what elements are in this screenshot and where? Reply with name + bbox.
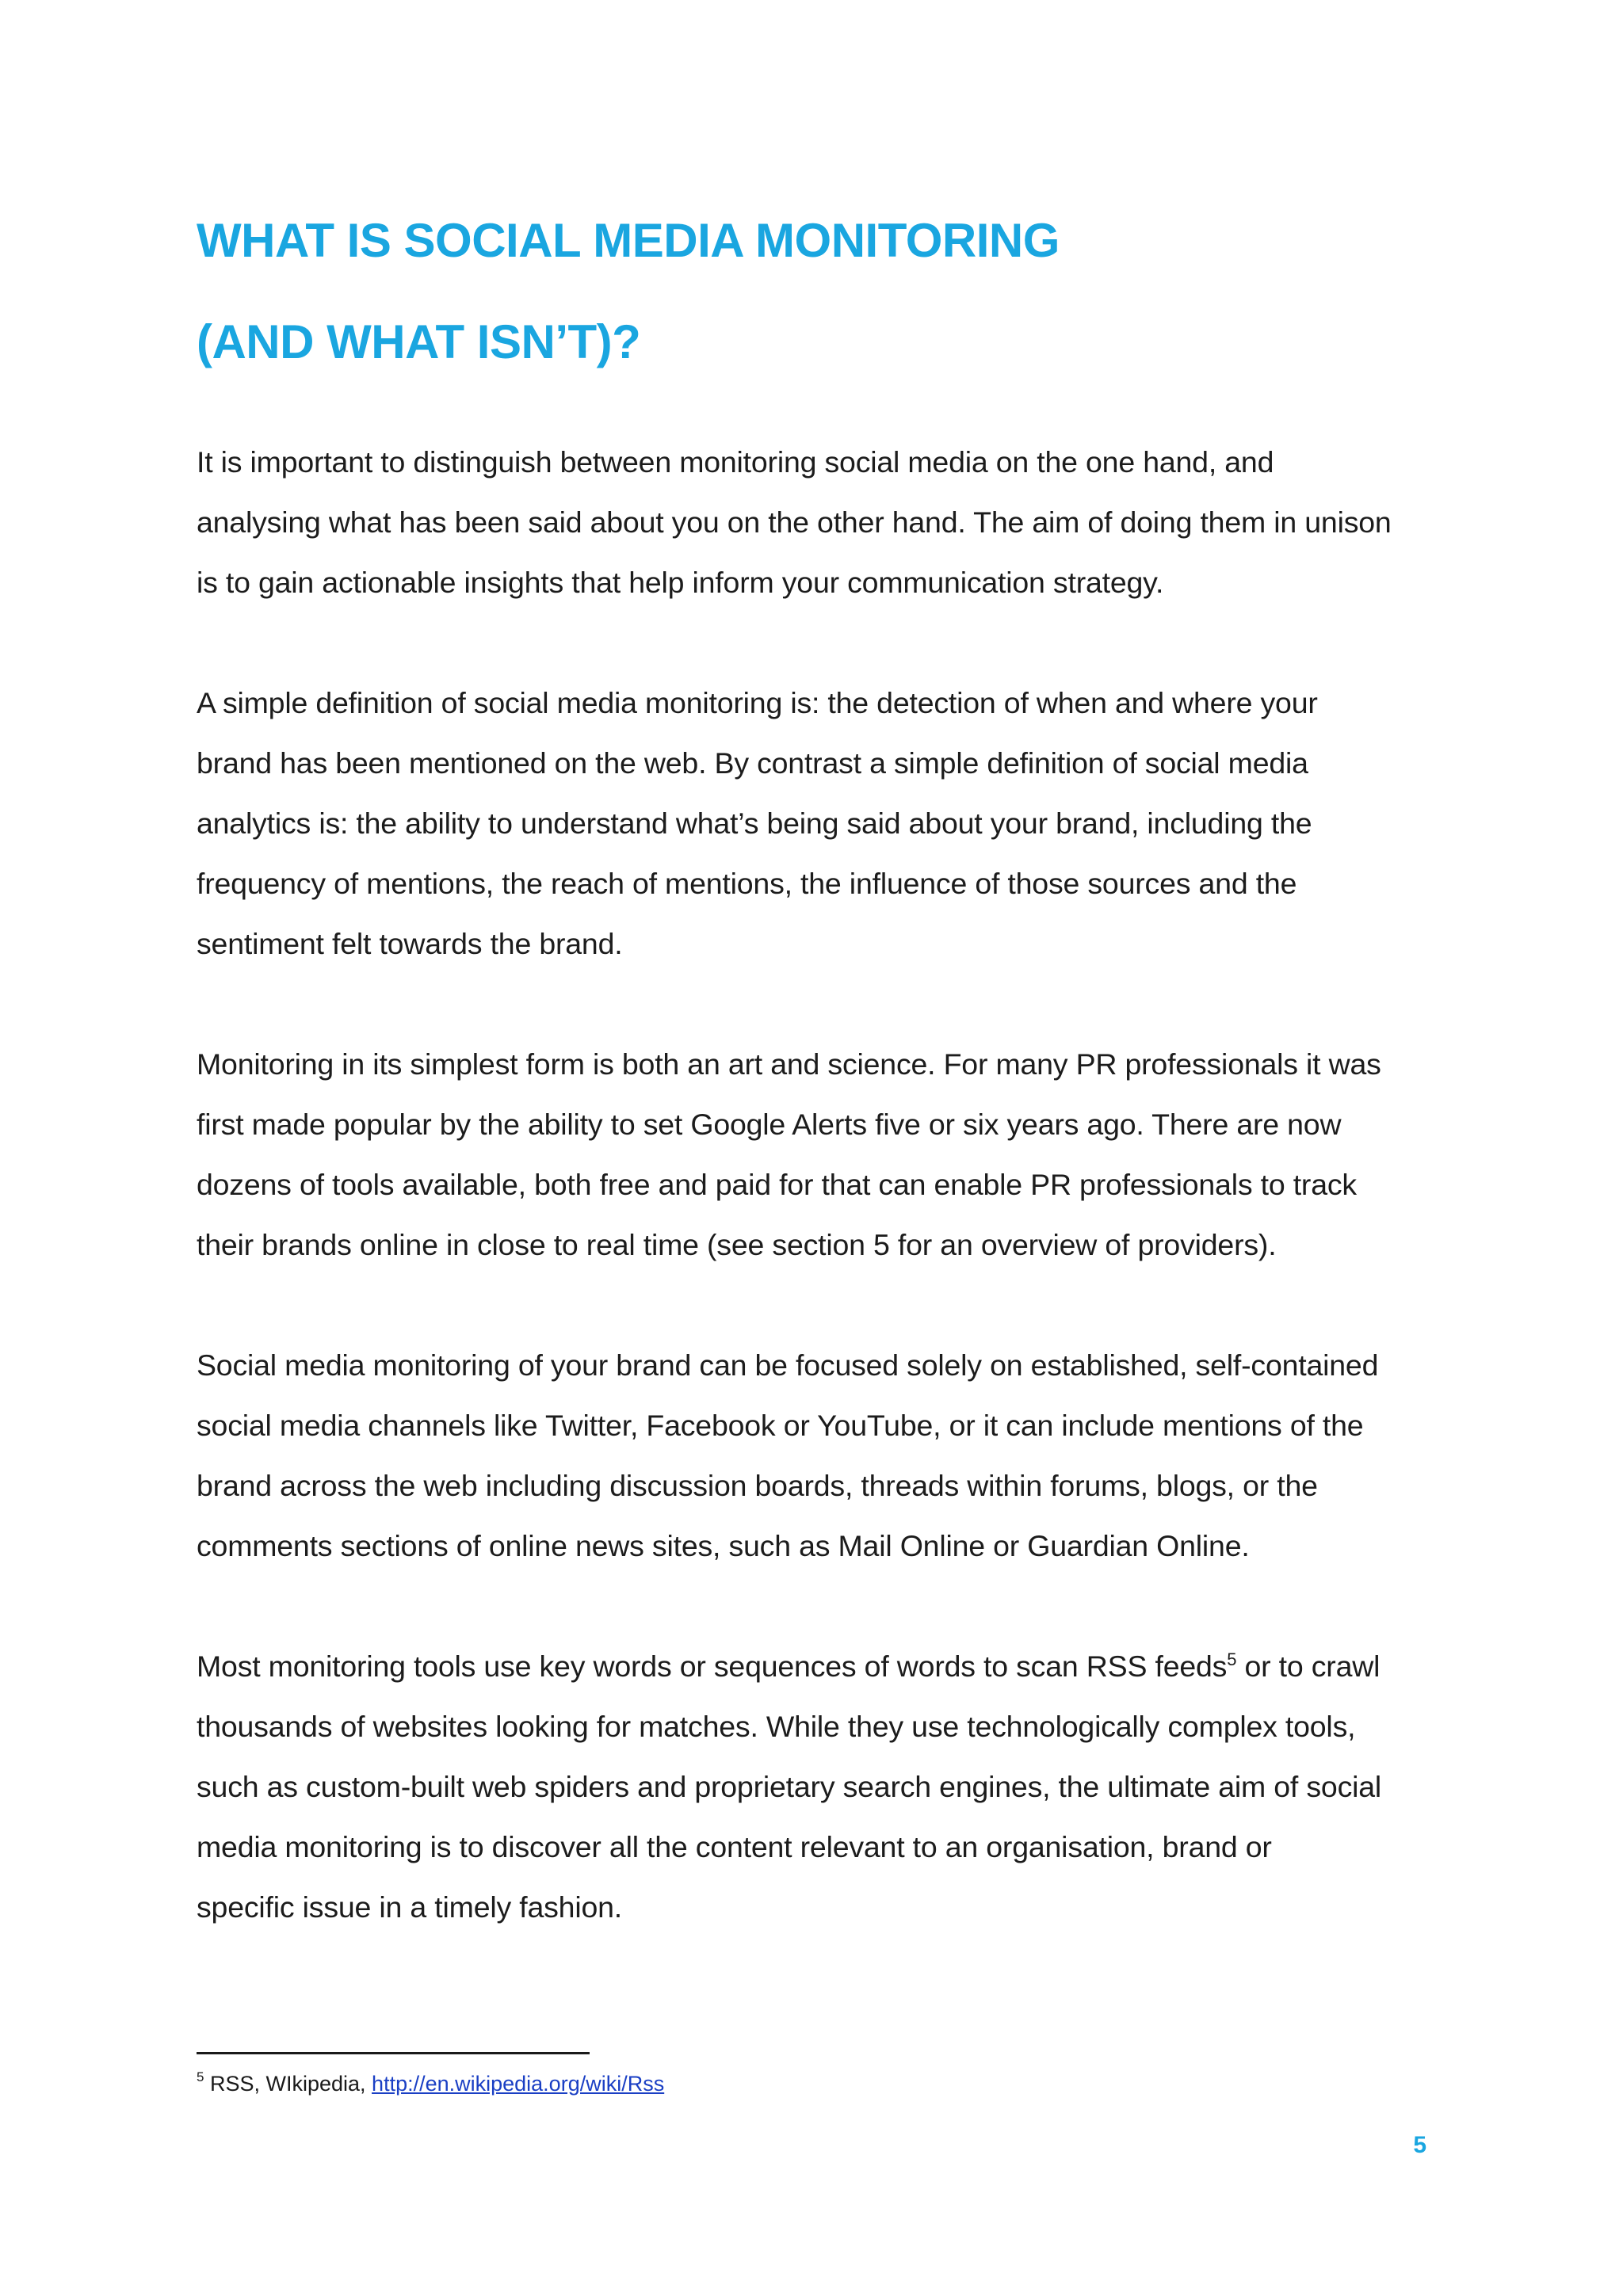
paragraph-line: Social media monitoring of your brand can be focused solely on established, self-contained — [197, 1348, 1379, 1382]
paragraph-line: is to gain actionable insights that help inform your communication strategy. — [197, 566, 1164, 599]
paragraph-line: frequency of mentions, the reach of mentions, the influence of those sources and the — [197, 867, 1297, 900]
paragraph-line: A simple definition of social media monitoring is: the detection of when and where your — [197, 686, 1318, 719]
heading-line-2: (AND WHAT ISN’T)? — [197, 315, 641, 368]
paragraph-line: brand across the web including discussion boards, threads within forums, blogs, or the — [197, 1469, 1318, 1502]
paragraph-line: dozens of tools available, both free and paid for that can enable PR professionals to track — [197, 1168, 1357, 1201]
body-text — [197, 432, 1449, 1997]
paragraph-1 — [197, 432, 1449, 612]
paragraph-2 — [197, 673, 1449, 974]
paragraph-line: media monitoring is to discover all the content relevant to an organisation, brand or — [197, 1830, 1272, 1863]
paragraph-line: It is important to distinguish between monitoring social media on the one hand, and — [197, 445, 1274, 479]
paragraph-line: brand has been mentioned on the web. By contrast a simple definition of social media — [197, 746, 1308, 780]
paragraph-text: or to crawl — [1236, 1650, 1381, 1683]
paragraph-line: social media channels like Twitter, Facebook or YouTube, or it can include mentions of the — [197, 1409, 1364, 1442]
paragraph-line — [197, 1636, 1449, 1696]
paragraph-line: such as custom-built web spiders and proprietary search engines, the ultimate aim of social — [197, 1770, 1382, 1803]
footnote-reference[interactable]: 5 — [1227, 1650, 1237, 1669]
paragraph-line: sentiment felt towards the brand. — [197, 927, 623, 960]
footnote-divider — [197, 2052, 590, 2054]
paragraph-line: thousands of websites looking for matches. While they use technologically complex tools, — [197, 1710, 1356, 1743]
footnote-number: 5 — [197, 2069, 204, 2084]
paragraph-line: their brands online in close to real time (see section 5 for an overview of providers). — [197, 1228, 1277, 1261]
paragraph-line: Monitoring in its simplest form is both an art and science. For many PR professionals it was — [197, 1047, 1381, 1081]
paragraph-line: analytics is: the ability to understand what’s being said about your brand, including the — [197, 807, 1312, 840]
paragraph-3 — [197, 1034, 1449, 1275]
paragraph-4 — [197, 1335, 1449, 1576]
footnote-link[interactable]: http://en.wikipedia.org/wiki/Rss — [372, 2072, 665, 2096]
paragraph-line: comments sections of online news sites, such as Mail Online or Guardian Online. — [197, 1529, 1250, 1562]
footnote-text: RSS, WIkipedia, — [204, 2072, 372, 2096]
paragraph-line: first made popular by the ability to set Google Alerts five or six years ago. There are now — [197, 1108, 1342, 1141]
paragraph-line: analysing what has been said about you on the other hand. The aim of doing them in unison — [197, 505, 1392, 539]
page-heading — [197, 190, 1433, 393]
paragraph-text: Most monitoring tools use key words or sequences of words to scan RSS feeds — [197, 1650, 1228, 1683]
paragraph-5 — [197, 1636, 1449, 1937]
footnote — [197, 2065, 664, 2103]
heading-line-1: WHAT IS SOCIAL MEDIA MONITORING — [197, 214, 1060, 267]
page-number: 5 — [1413, 2132, 1426, 2158]
paragraph-line: specific issue in a timely fashion. — [197, 1890, 622, 1924]
